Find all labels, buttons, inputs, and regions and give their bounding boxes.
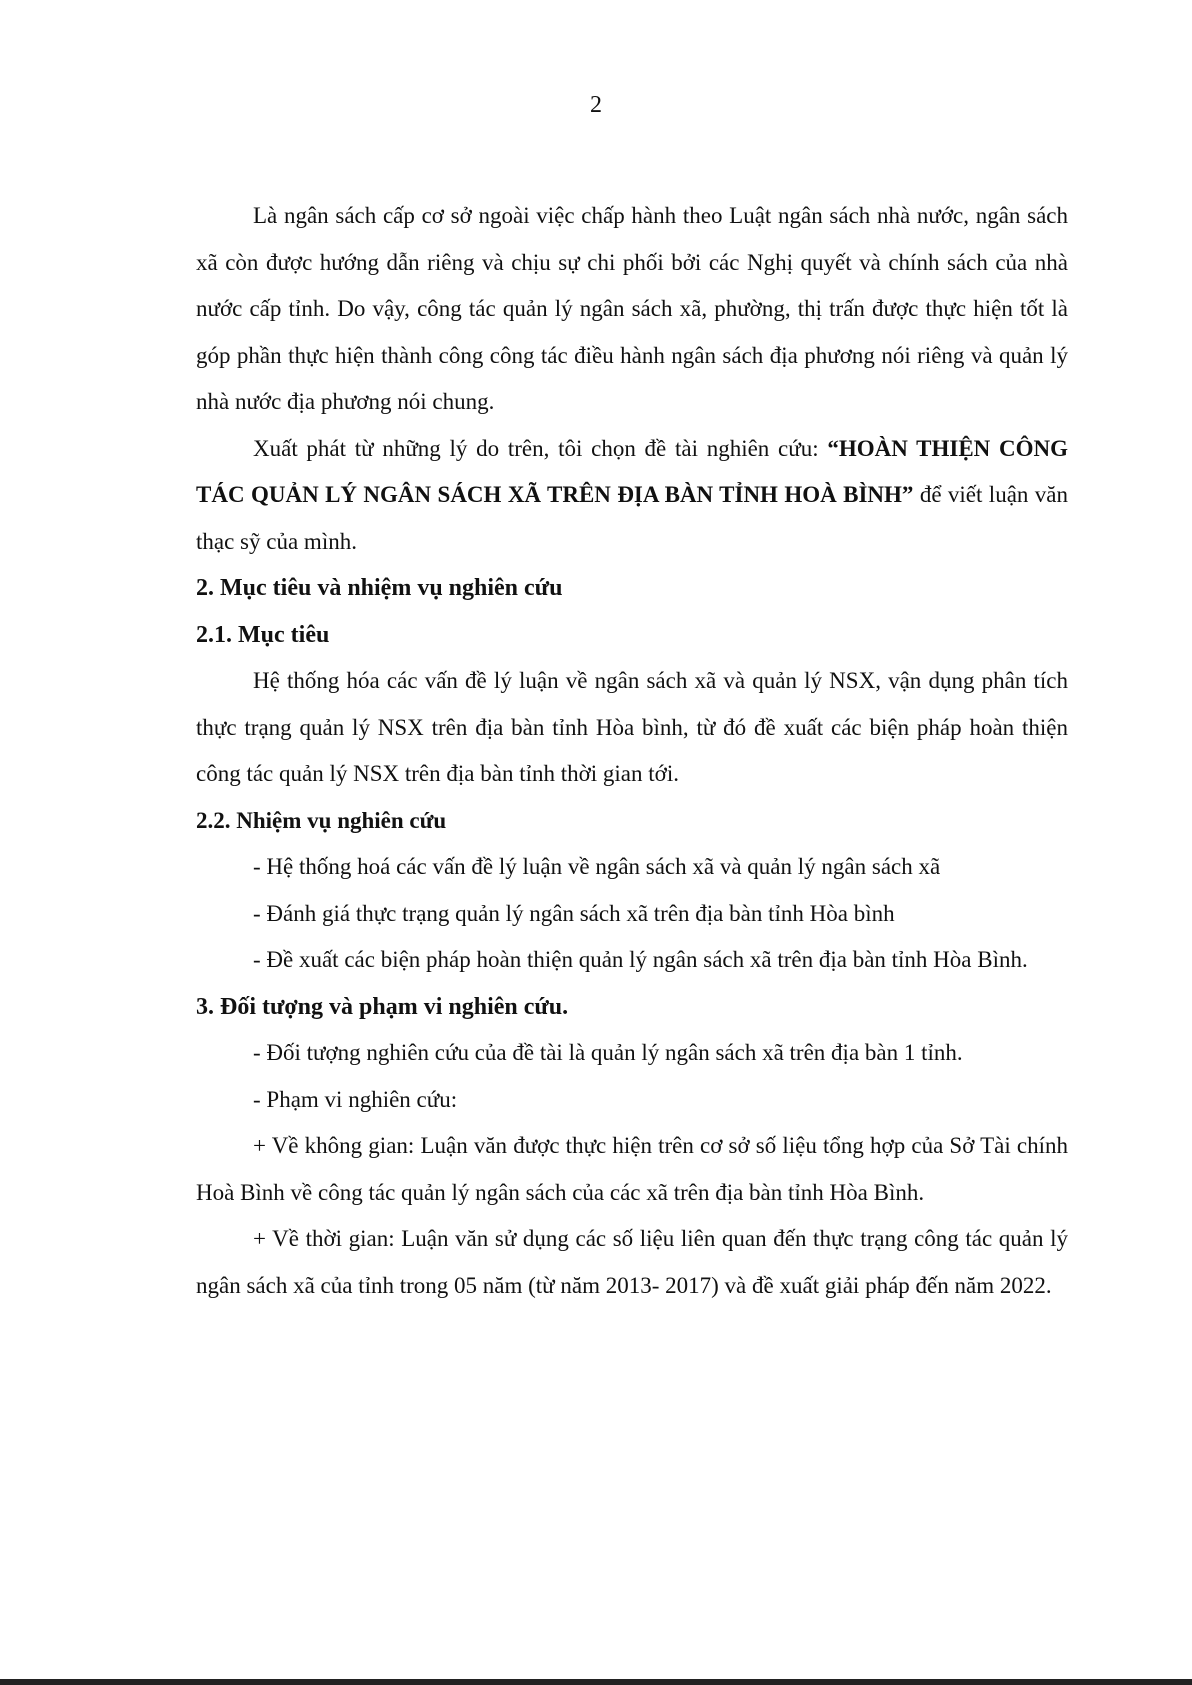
task-item: - Đánh giá thực trạng quản lý ngân sách xã trên địa bàn tỉnh Hòa bình (253, 900, 895, 926)
section-heading-objectives-tasks: 2. Mục tiêu và nhiệm vụ nghiên cứu (196, 575, 563, 601)
page-content (196, 193, 1068, 1309)
task-item: - Đề xuất các biện pháp hoàn thiện quản lý ngân sách xã trên địa bàn tỉnh Hòa Bình. (253, 947, 1028, 972)
topic-tail-text: để viết luận văn thạc sỹ của mình. (196, 482, 1069, 554)
task-item: - Hệ thống hoá các vấn đề lý luận về ngân sách xã và quản lý ngân sách xã (253, 854, 941, 879)
scope-space-item: + Về không gian: Luận văn được thực hiện trên cơ sở số liệu tổng hợp của Sở Tài chính Hoà Bình về công tác quản lý ngân sách của các xã trên địa bàn tỉnh Hòa Bình. (196, 1133, 1068, 1205)
thesis-title: “HOÀN THIỆN CÔNG TÁC QUẢN LÝ NGÂN SÁCH XÃ TRÊN ĐỊA BÀN TỈNH HOÀ BÌNH” (196, 435, 1068, 507)
section-heading-scope: 3. Đối tượng và phạm vi nghiên cứu. (196, 993, 569, 1020)
scope-time-item: + Về thời gian: Luận văn sử dụng các số liệu liên quan đến thực trạng công tác quản lý ngân sách xã của tỉnh trong 05 năm (từ năm 2013- 2017) và đề xuất giải pháp đến năm 2022. (196, 1226, 1068, 1298)
research-object-item: - Đối tượng nghiên cứu của đề tài là quản lý ngân sách xã trên địa bàn 1 tỉnh. (253, 1040, 963, 1065)
subsection-heading-tasks: 2.2. Nhiệm vụ nghiên cứu (196, 807, 447, 833)
page-bottom-edge (0, 1679, 1192, 1685)
objectives-paragraph: Hệ thống hóa các vấn đề lý luận về ngân sách xã và quản lý NSX, vận dụng phân tích thực trạng quản lý NSX trên địa bàn tỉnh Hòa bình, từ đó đề xuất các biện pháp hoàn thiện công tác quản lý NSX trên địa bàn tỉnh thời gian tới. (196, 668, 1068, 786)
page-number: 2 (590, 92, 602, 118)
topic-lead-text: Xuất phát từ những lý do trên, tôi chọn đề tài nghiên cứu: (253, 435, 828, 461)
intro-paragraph: Là ngân sách cấp cơ sở ngoài việc chấp hành theo Luật ngân sách nhà nước, ngân sách xã còn được hướng dẫn riêng và chịu sự chi phối bởi các Nghị quyết và chính sách của nhà nước cấp tỉnh. Do vậy, công tác quản lý ngân sách xã, phường, thị trấn được thực hiện tốt là góp phần thực hiện thành công công tác điều hành ngân sách địa phương nói riêng và quản lý nhà nước địa phương nói chung. (196, 203, 1068, 414)
topic-paragraph (196, 426, 1068, 566)
subsection-heading-objectives: 2.1. Mục tiêu (196, 621, 330, 648)
research-scope-label: - Phạm vi nghiên cứu: (253, 1086, 458, 1112)
